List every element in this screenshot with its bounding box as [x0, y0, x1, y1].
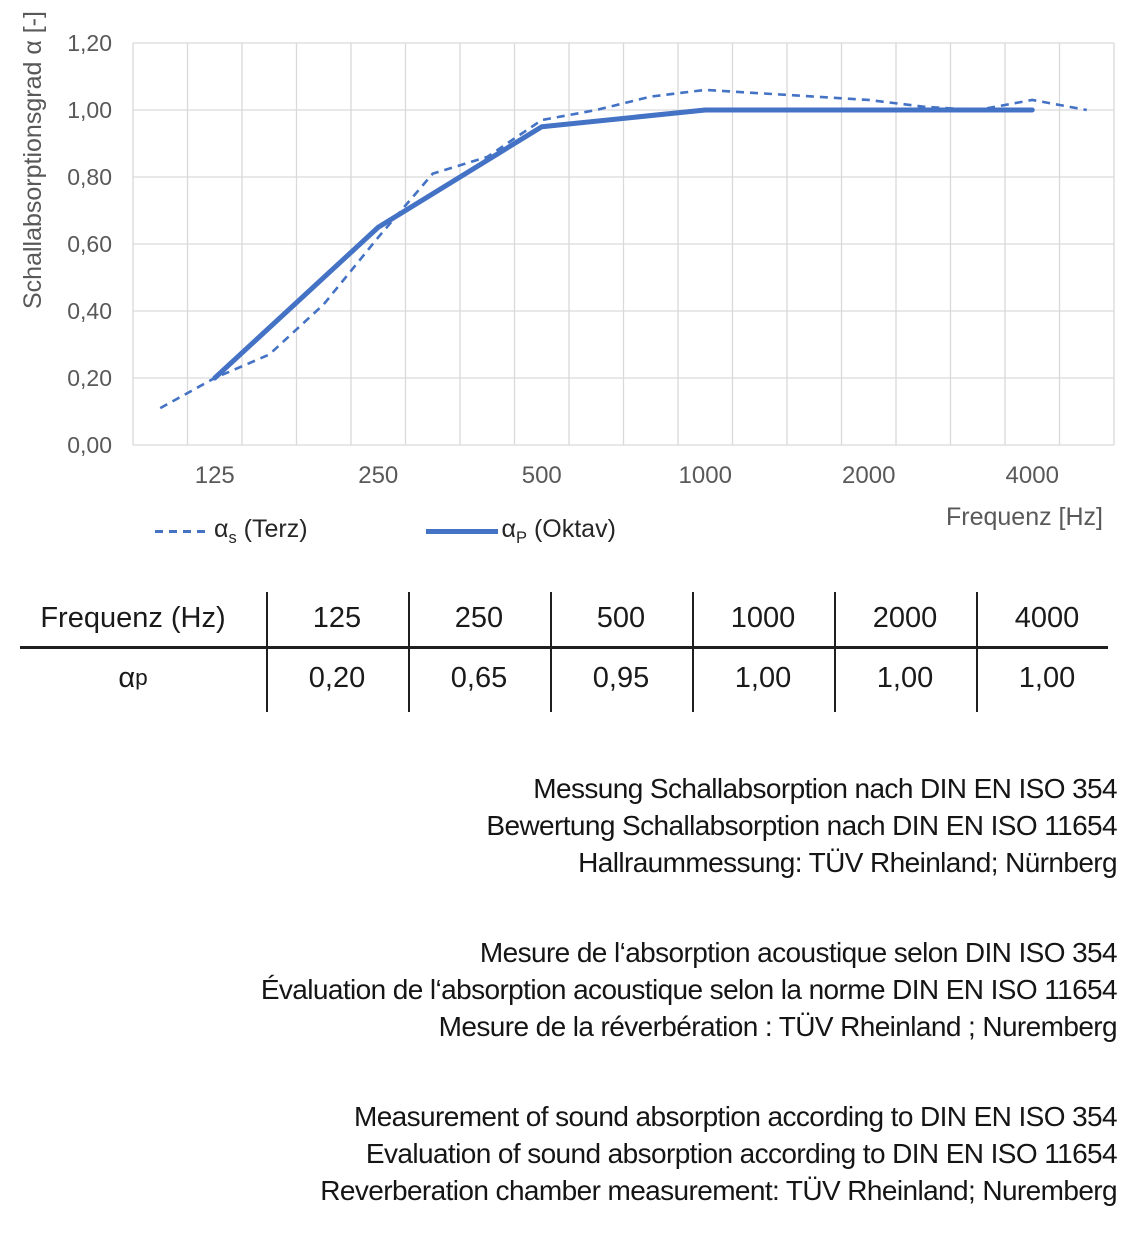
table-value-cell: 0,20: [308, 661, 366, 694]
table-value-cell: 1,00: [876, 661, 934, 694]
alpha-p-label: α p: [118, 661, 148, 694]
table-header-cell: 2000: [872, 601, 938, 634]
y-tick-label: 0,80: [67, 164, 112, 190]
table-column-divider: [550, 592, 552, 712]
table-horizontal-divider: [20, 646, 1108, 649]
x-tick-label: 1000: [678, 462, 732, 489]
table-header-cell: 250: [454, 601, 504, 634]
frequency-table: [0, 590, 1118, 715]
legend-label-oktav: $\alpha_P$ (Oktav): [501, 514, 616, 547]
table-column-divider: [408, 592, 410, 712]
x-axis-title: Frequenz [Hz]: [945, 503, 1103, 531]
note-line: Reverberation chamber measurement: TÜV Rheinland; Nuremberg: [320, 1175, 1117, 1206]
table-value-cell: 0,95: [592, 661, 650, 694]
table-column-divider: [834, 592, 836, 712]
x-tick-label: 125: [194, 462, 235, 489]
y-tick-label: 1,20: [67, 30, 112, 56]
table-column-divider: [692, 592, 694, 712]
note-line: Hallraummessung: TÜV Rheinland; Nürnberg: [578, 847, 1117, 878]
table-header-label: Frequenz (Hz): [40, 601, 226, 634]
table-value-cell: 1,00: [734, 661, 792, 694]
note-english: [17, 1098, 1117, 1209]
note-line: Évaluation de l‘absorption acoustique selon la norme DIN EN ISO 11654: [260, 974, 1117, 1005]
table-value-row: [0, 650, 1118, 706]
table-header-cell: 1000: [730, 601, 796, 634]
note-line: Mesure de la réverbération : TÜV Rheinland ; Nuremberg: [438, 1011, 1117, 1042]
note-line: Bewertung Schallabsorption nach DIN EN ISO 11654: [486, 810, 1117, 841]
note-line: Evaluation of sound absorption according to DIN EN ISO 11654: [365, 1138, 1117, 1169]
chart-legend: [155, 514, 616, 548]
absorption-line-chart: [0, 0, 1135, 500]
table-header-cell: 4000: [1014, 601, 1080, 634]
y-tick-label: 0,40: [67, 298, 112, 324]
y-tick-label: 0,60: [67, 231, 112, 257]
note-german: [17, 770, 1117, 881]
legend-label-terz: $\alpha_s$ (Terz): [214, 514, 308, 547]
legend-dashed-line-icon: [155, 530, 205, 533]
y-tick-label: 0,20: [67, 365, 112, 391]
table-value-cell: 1,00: [1018, 661, 1076, 694]
table-header-row: [0, 590, 1118, 646]
x-tick-label: 2000: [842, 462, 896, 489]
table-column-divider: [976, 592, 978, 712]
y-tick-label: 0,00: [67, 432, 112, 458]
note-line: Measurement of sound absorption according to DIN EN ISO 354: [353, 1101, 1117, 1132]
x-tick-label: 500: [521, 462, 562, 489]
legend-solid-line-icon: [426, 529, 498, 534]
note-french: [17, 934, 1117, 1045]
y-tick-label: 1,00: [67, 97, 112, 123]
table-value-cell: 0,65: [450, 661, 508, 694]
x-tick-label: 250: [358, 462, 399, 489]
note-line: Mesure de l‘absorption acoustique selon DIN ISO 354: [479, 937, 1117, 968]
y-axis-title: Schallabsorptionsgrad α [-]: [19, 11, 47, 309]
x-tick-label: 4000: [1005, 462, 1059, 489]
table-header-cell: 500: [596, 601, 646, 634]
table-header-cell: 125: [312, 601, 362, 634]
table-column-divider: [266, 592, 268, 712]
note-line: Messung Schallabsorption nach DIN EN ISO 354: [533, 773, 1117, 804]
